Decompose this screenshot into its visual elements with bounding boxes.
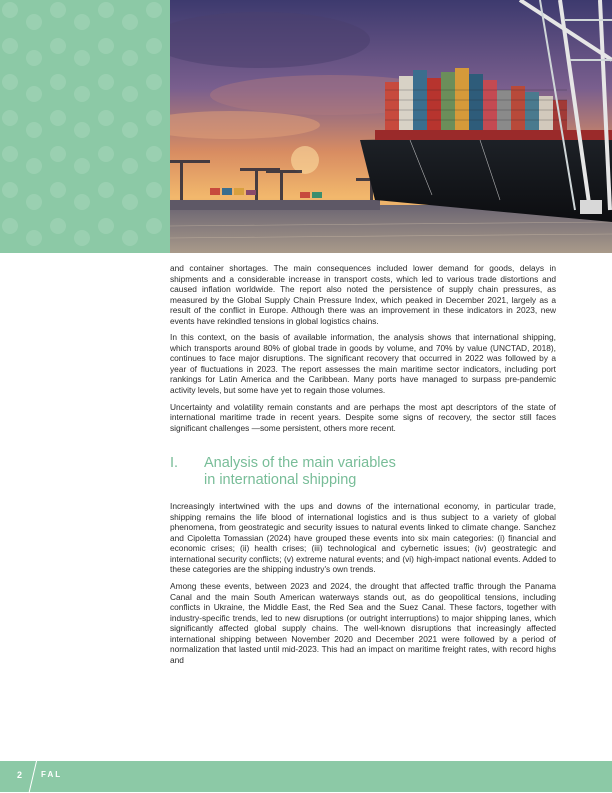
container-ship-photo — [170, 0, 612, 253]
body-paragraph: In this context, on the basis of available information, the analysis shows that international shipping, which transports around 80% of global trade in goods by volume, and 70% by value (UNCTAD, 2018), continues to face major disruptions. The significant recovery that occurred in 2022 was followed by a year of fluctuations in 2023. The report assesses the main maritime sector indicators, including port rankings for Latin America and the Caribbean. Many ports have managed to surpass pre-pandemic activity levels, but some have yet to regain those volumes. — [170, 332, 556, 396]
body-paragraph: Uncertainty and volatility remain constants and are perhaps the most apt descriptors of the state of international maritime trade in recent years. Despite some signs of recovery, the sector still faces significant challenges —some persistent, others more recent. — [170, 401, 556, 433]
publication-name: FAL — [41, 770, 63, 779]
main-text — [170, 263, 556, 671]
body-paragraph: Among these events, between 2023 and 2024, the drought that affected traffic through the Panama Canal and the main South American waterways stands out, as do geopolitical tensions, including conflicts in Ukraine, the Middle East, the Red Sea and the Suez Canal. These factors, together with industry-specific trends, led to new disruptions (or outright interruptions) to major shipping lanes, which significantly affected global supply chains. The well-known disruptions that increasingly affected international shipping between November 2020 and December 2021 were followed by a period of normalization that lasted until mid-2023. This had an impact on maritime freight rates, with record highs and — [170, 581, 556, 665]
section-title-line: Analysis of the main variables — [204, 455, 396, 472]
dot-pattern — [0, 0, 170, 253]
body-paragraph: Increasingly intertwined with the ups and downs of the international economy, in particular trade, shipping remains the life blood of international logistics and is thus subject to a variety of global phenomena, from geostrategic and security issues to natural events linked to climate change. Sanchez and Cipoletta Tomassian (2024) have grouped these events into six main categories: (i) financial and economic crises; (ii) health crises; (iii) technological and cybernetic issues; (iv) geostrategic and international security conflicts; (v) extreme natural events; and (vi) high-impact national events. Added to these categories are the shipping industry's own trends. — [170, 501, 556, 575]
slash-divider-icon — [27, 759, 39, 793]
page-footer — [0, 761, 612, 792]
body-paragraph: and container shortages. The main consequences included lower demand for goods, delays in shipments and a considerable increase in transport costs, which led to various trade distortions and caused inflation worldwide. The report also noted the persistence of supply chain pressures, as measured by the Global Supply Chain Pressure Index, which peaked in December 2021, largely as a result of the conflict in Europe. Although there was an improvement in these indicators in 2023, new events have rekindled tensions in global logistics chains. — [170, 263, 556, 326]
section-title — [204, 455, 396, 489]
section-heading — [170, 455, 556, 489]
container-ship-icon — [170, 0, 612, 253]
page-number: 2 — [17, 770, 23, 780]
decorative-side-band — [0, 0, 170, 253]
section-title-line: in international shipping — [204, 472, 357, 489]
section-number: I. — [170, 455, 179, 472]
